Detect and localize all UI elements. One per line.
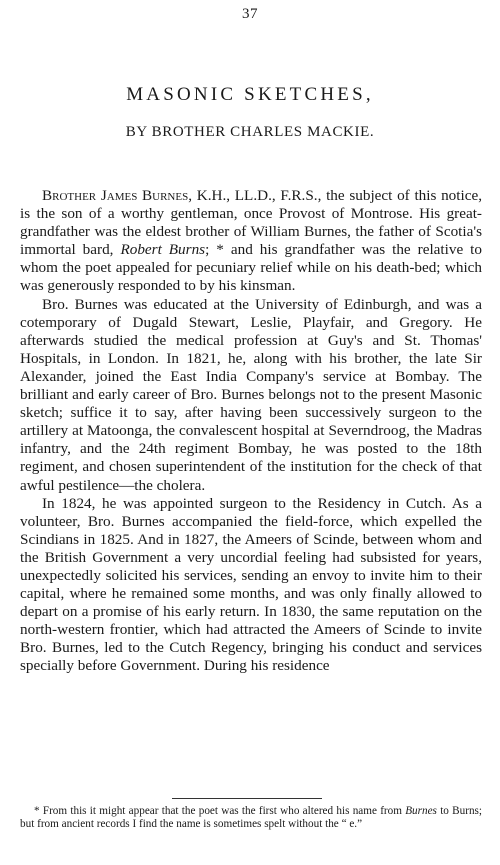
article-body	[20, 187, 482, 676]
footnote	[20, 805, 482, 831]
page-number: 37	[242, 6, 258, 22]
paragraph-1-text-a: K.H., LL.D., F.R.S., the subject of this notice, is the son of a worthy gentleman, once Provost of Montrose. His great-grandfather was the eldest brother of William Burnes, the father of Scotia's immortal bard,	[20, 187, 482, 259]
paragraph-1-emphasis: Robert Burns	[120, 241, 206, 259]
footnote-emphasis: Burnes	[405, 805, 437, 817]
paragraph-3: In 1824, he was appointed surgeon to the Residency in Cutch. As a volunteer, Bro. Burnes accompanied the field-force, which expelled the Scindians in 1825. And in 1827, the Ameers of Scinde, between whom and the British Government a very uncordial feeling had subsisted for years, unexpectedly solicited his services, sending an envoy to invite him to their capital, where he remained some months, and was only finally allowed to depart on a promise of his early return. In 1830, the same reputation on the north-western frontier, which had attracted the Ameers of Scinde to invite Bro. Burnes, led to the Cutch Regency, bringing his conduct and services specially before Government. During his residence	[20, 494, 482, 675]
article-byline: BY BROTHER CHARLES MACKIE.	[125, 124, 375, 140]
footnote-divider	[172, 798, 322, 799]
article-title: MASONIC SKETCHES,	[126, 84, 374, 105]
footnote-text-b: to Burns; but from ancient records I find the name is sometimes spelt without the “ e.”	[20, 805, 482, 830]
paragraph-2: Bro. Burnes was educated at the University of Edinburgh, and was a cotemporary of Dugald Stewart, Leslie, Playfair, and Gregory. He afterwards studied the medical profession at Guy's and St. Thomas' Hospitals, in London. In 1821, he, along with his brother, the late Sir Alexander, joined the East India Company's service at Bombay. The brilliant and early career of Bro. Burnes belongs not to the present Masonic sketch; suffice it to say, after having been successively surgeon to the artillery at Matoonga, the convalescent hospital at Severndroog, the Madras infantry, and the 24th regiment Bombay, he was posted to the 18th regiment, and chosen superintendent of the institution for the check of that awful pestilence—the cholera.	[20, 295, 482, 494]
paragraph-1-text-b: ; * and his grandfather was the relative to whom the poet appealed for pecuniary relief while on his death-bed; which was generously responded to by his kinsman.	[20, 241, 482, 295]
paragraph-1-lead: Brother James Burnes,	[42, 187, 193, 204]
paragraph-1	[20, 187, 482, 296]
footnote-text-a: * From this it might appear that the poet was the first who altered his name from	[34, 805, 406, 817]
